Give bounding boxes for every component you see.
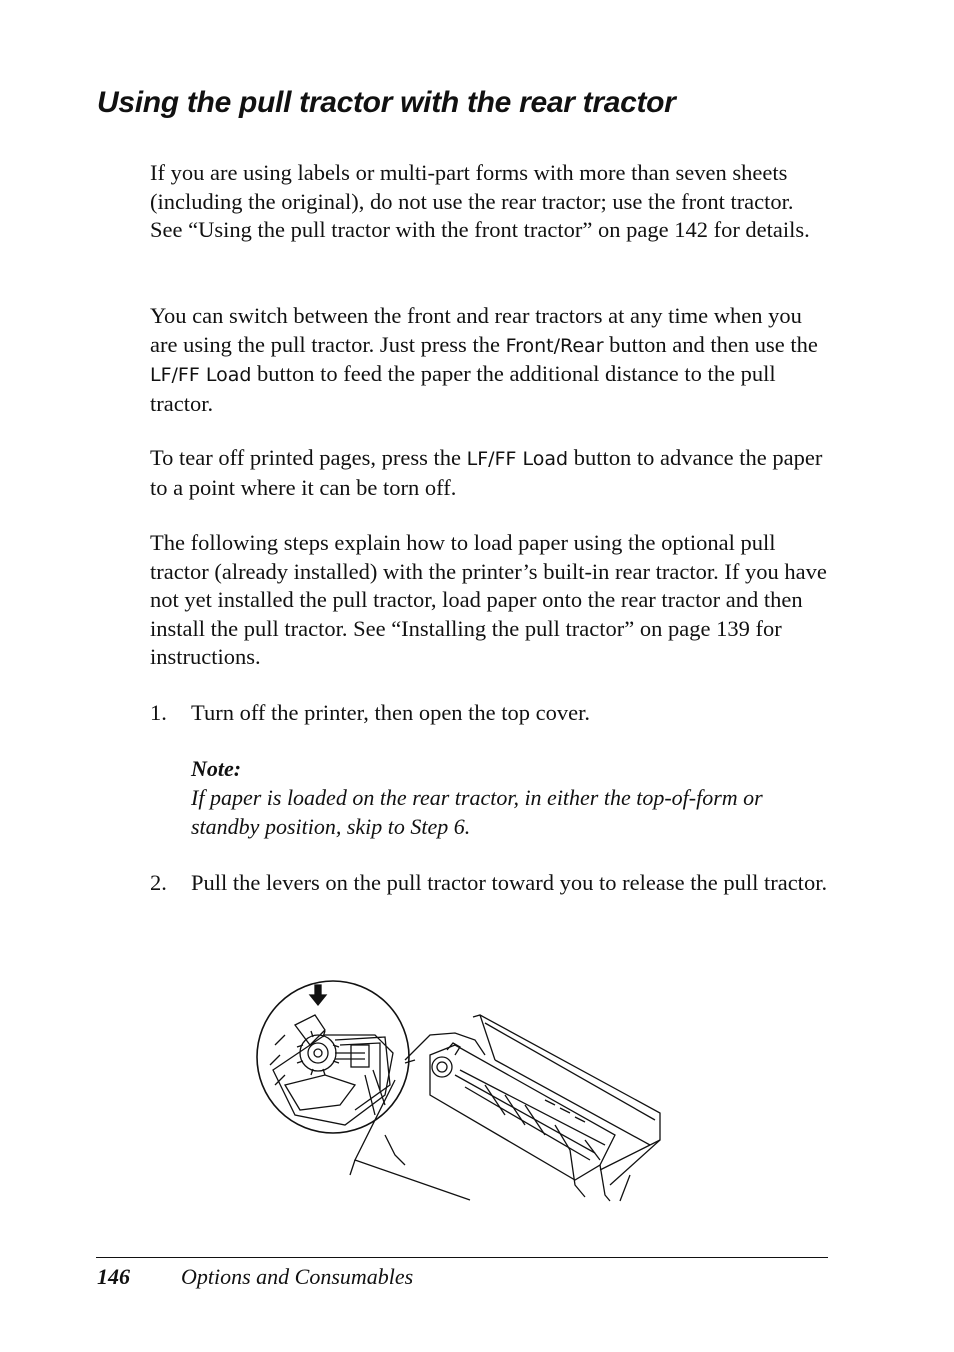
pull-tractor-illustration	[255, 975, 665, 1205]
paragraph-front-tractor-advice: If you are using labels or multi-part forms with more than seven sheets (including the original), do not use the rear tractor; use the front tractor. See “Using the pull tractor with the front tractor” on page 142 for details.	[150, 160, 810, 243]
lever-icon	[295, 1015, 325, 1045]
lf-ff-load-button-name: LF/FF Load	[150, 364, 252, 387]
step-number: 2.	[150, 870, 167, 895]
paragraph-text: button to feed the paper the additional distance to the pull tractor.	[150, 361, 776, 416]
step-text: Pull the levers on the pull tractor toward you to release the pull tractor.	[191, 870, 828, 895]
section-heading: Using the pull tractor with the rear tractor	[97, 86, 676, 119]
step-text: Turn off the printer, then open the top cover.	[191, 700, 591, 725]
note-title: Note:	[191, 756, 242, 781]
paragraph-steps-intro: The following steps explain how to load paper using the optional pull tractor (already installed) with the printer’s built-in rear tractor. If you have not yet installed the pull tractor, load paper onto the rear tractor and then install the pull tractor. See “Installing the pull tractor” on page 139 for instructions.	[150, 530, 827, 670]
footer-section-title: Options and Consumables	[181, 1264, 414, 1289]
down-arrow-icon	[310, 985, 326, 1005]
paragraph-switch-tractors	[150, 302, 828, 418]
front-rear-button-name: Front/Rear	[505, 334, 604, 357]
paragraph-text: button and then use the	[603, 331, 818, 357]
step-number: 1.	[150, 700, 167, 725]
lf-ff-load-button-name: LF/FF Load	[466, 448, 569, 470]
paragraph-text: You can switch between the front and rear tractors at any time when you are using the pull tractor. Just press the	[150, 303, 802, 357]
printer-edge	[405, 1033, 485, 1060]
paragraph-tear-off	[150, 444, 828, 502]
note-body: If paper is loaded on the rear tractor, in either the top-of-form or standby position, skip to Step 6.	[191, 785, 763, 839]
paragraph-text: To tear off printed pages, press the	[150, 445, 467, 470]
footer-rule	[96, 1257, 828, 1258]
paragraph-text: button to advance the paper to a point where it can be torn off.	[150, 445, 823, 500]
detail-magnifier	[257, 981, 409, 1133]
page-number: 146	[97, 1264, 130, 1289]
tractor-sprocket-left	[432, 1057, 452, 1077]
